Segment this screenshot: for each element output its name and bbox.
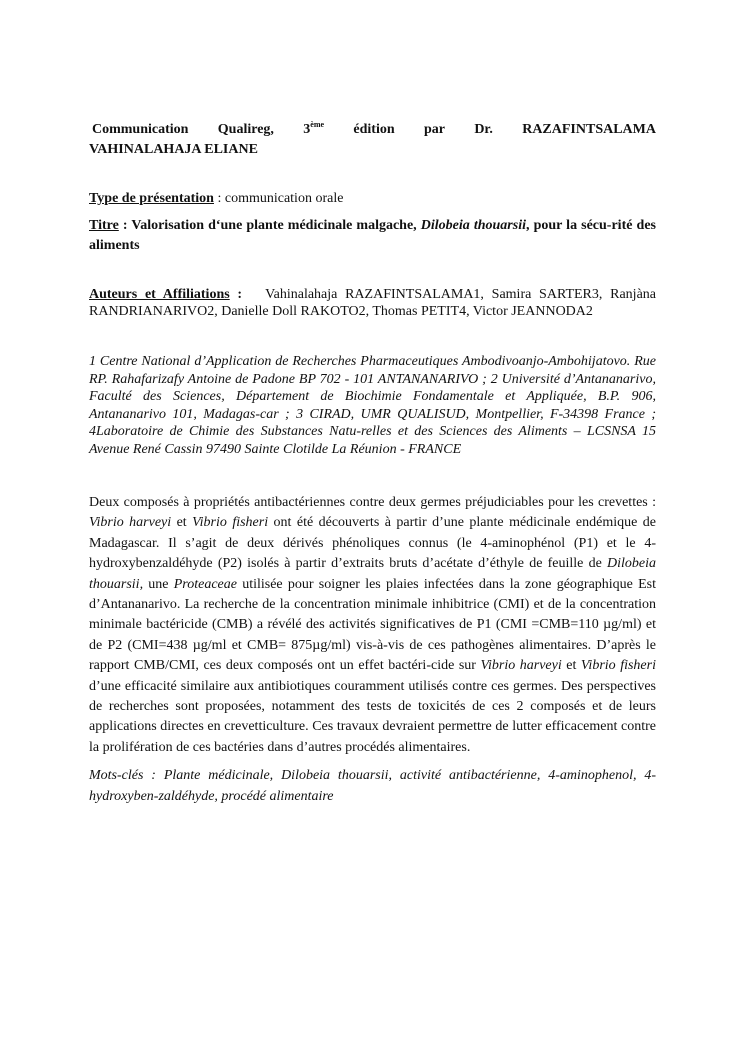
abstract-text: une [143, 576, 174, 592]
header-word: édition [353, 122, 395, 137]
document-header [89, 120, 656, 160]
authors-sep: : [229, 287, 243, 302]
title [89, 216, 656, 256]
species-name: Vibrio harveyi [89, 515, 172, 531]
header-word: RAZAFINTSALAMA [522, 122, 656, 137]
header-word: par [423, 122, 445, 137]
family-name: Proteaceae [173, 576, 237, 592]
edition-number: 3 [303, 122, 311, 137]
abstract-text: d’une efficacité similaire aux antibiotiques couramment utilisés contre ces germes. Des perspectives de recherches sont proposées, notamment des tests de toxicités de ces 2 composés et de leurs applications directes en crevetticulture. Ces travaux devraient permettre de lutter efficacement contre la prolifération de ces bactéries dans d’autres procédés alimentaires. [89, 678, 656, 755]
presentation-type-label: Type de présentation [89, 191, 214, 206]
species-name: Vibrio fisheri [580, 658, 656, 674]
authors-label: Auteurs et Affiliations [89, 287, 230, 302]
header-word: Communication [92, 122, 189, 137]
title-species: Dilobeia thouarsii [420, 218, 526, 233]
header-line-2: VAHINALAHAJA ELIANE [89, 142, 258, 157]
edition-suffix: ème [310, 120, 325, 129]
abstract [89, 493, 656, 758]
header-word [303, 120, 324, 140]
document-page [89, 120, 656, 807]
abstract-text: ont été découverts à partir d’une plante médicinale endémique de Madagascar. Il s’agit de deux dérivés phénoliques connus (le 4-aminophénol (P1) et le 4- hydroxybenzaldéhyde (P2) isolés à partir d’extraits bruts d’acétate d’éthyle de feuille de [89, 515, 656, 572]
abstract-text: et [171, 515, 193, 531]
abstract-text: et [561, 658, 581, 674]
keywords: Mots-clés : Plante médicinale, Dilobeia thouarsii, activité antibactérienne, 4-aminophenol, 4-hydroxyben-zaldéhyde, procédé alimentaire [89, 768, 656, 804]
header-word: Qualireg, [217, 122, 274, 137]
presentation-type [89, 190, 656, 207]
abstract-text: utilisée pour soigner les plaies infectées dans la zone géographique Est d’Antananarivo. La recherche de la concentration minimale inhibitrice (CMI) et de la concentration minimale bactéricide (CMB) a révélé des activités significatives de P1 (CMI =CMB=110 µg/ml) et de P2 (CMI=438 µg/ml et CMB= 875µg/ml) vis-à-vis de ces pathogènes alimentaires. D’après le rapport CMB/CMI, ces deux composés ont un effet bactéri-cide sur [89, 576, 656, 674]
header-word: Dr. [474, 122, 493, 137]
species-name: Dilobeia thouarsii, [89, 556, 656, 592]
species-name: Vibrio fisheri [192, 515, 269, 531]
abstract-text: Deux composés à propriétés antibactériennes contre deux germes préjudiciables pour les crevettes : [89, 495, 656, 510]
authors-list: Vahinalahaja RAZAFINTSALAMA1, Samira SARTER3, Ranjàna RANDRIANARIVO2, Danielle Doll RAKOTO2, Thomas PETIT4, Victor JEANNODA2 [89, 287, 657, 319]
title-label: Titre [89, 218, 119, 233]
authors [89, 286, 656, 320]
title-text-end: , pour la sécu-rité des aliments [89, 218, 656, 253]
title-text: : Valorisation d‘une plante médicinale malgache, [118, 218, 421, 233]
affiliations: 1 Centre National d’Application de Recherches Pharmaceutiques Ambodivoanjo-Ambohijatovo. Rue RP. Rahafarizafy Antoine de Padone BP 702 - 101 ANTANANARIVO ; 2 Université d’Antananarivo, Faculté des Sciences, Département de Biochimie Fondamentale et Appliquée, B.P. 906, Antananarivo 101, Madagas-car ; 3 CIRAD, UMR QUALISUD, Montpellier, F-34398 France ; 4Laboratoire de Chimie des Substances Natu-relles et des Sciences des Aliments – LCSNSA 15 Avenue René Cassin 97490 Sainte Clotilde La Réunion - FRANCE [89, 354, 656, 457]
species-name: Vibrio harveyi [480, 658, 562, 674]
header-line-1 [89, 120, 656, 140]
presentation-type-value: : communication orale [213, 191, 344, 206]
